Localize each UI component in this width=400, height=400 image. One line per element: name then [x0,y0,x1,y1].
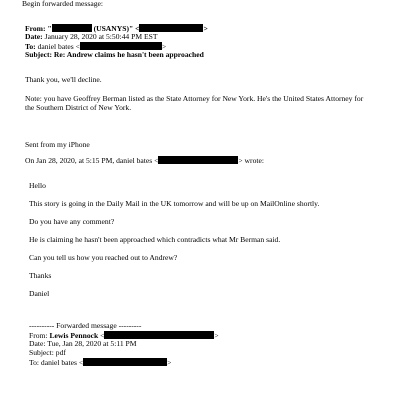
quoted-paragraph: Do you have any comment? [29,217,115,226]
date-value: January 28, 2020 at 5:50:44 PM EST [44,32,158,41]
redaction-bar [80,42,162,50]
redaction-bar [139,24,203,32]
from-close: > [203,24,208,33]
to-label: To: [25,42,36,51]
quoted-name: Daniel [29,289,50,298]
to-name: daniel bates < [37,42,80,51]
intro-text: Begin forwarded message: [22,0,103,8]
from-org: (USANYS)" < [93,24,140,33]
header-subject [25,51,204,60]
forward-to-prefix: To: daniel bates < [29,358,84,367]
quoted-thanks: Thanks [29,271,52,280]
redaction-bar [52,24,92,32]
wrote-suffix: > wrote: [238,156,264,165]
quoted-paragraph: He is claiming he hasn't been approached which contradicts what Mr Berman said. [29,235,281,244]
to-close: > [161,42,167,51]
forward-from-close: > [214,331,219,340]
from-label: From: [25,24,46,33]
redaction-bar [83,358,167,366]
from-quote-open: " [47,24,52,33]
wrote-prefix: On Jan 28, 2020, at 5:15 PM, daniel bates < [25,156,159,165]
reply-thanks: Thank you, we'll decline. [25,75,102,84]
date-label: Date: [25,32,43,41]
subject-value: Re: Andrew claims he hasn't been approached [53,50,204,59]
forward-from-label: From: [29,331,48,340]
header-date [25,33,157,42]
reply-wrote-line [25,156,264,166]
forward-to [29,358,171,368]
forward-to-close: > [167,358,172,367]
forward-from-name: Lewis Pennock [49,331,99,340]
quoted-greeting: Hello [29,181,46,190]
forward-date: Date: Tue, Jan 28, 2020 at 5:11 PM [29,339,137,348]
subject-label: Subject: [25,50,52,59]
reply-note-line2: the Southern District of New York. [25,103,132,112]
reply-signature: Sent from my iPhone [25,140,90,149]
forward-subject: Subject: pdf [29,348,66,357]
forward-separator: ---------- Forwarded message --------- [29,321,142,330]
quoted-paragraph: This story is going in the Daily Mail in the UK tomorrow and will be up on MailOnline shortly. [29,199,320,208]
redaction-bar [158,156,238,164]
quoted-paragraph: Can you tell us how you reached out to Andrew? [29,253,178,262]
forward-from-bracket: < [98,331,105,340]
redaction-bar [104,331,214,339]
reply-note-line1: Note: you have Geoffrey Berman listed as the State Attorney for New York. He's the United States Attorney for [25,94,364,103]
